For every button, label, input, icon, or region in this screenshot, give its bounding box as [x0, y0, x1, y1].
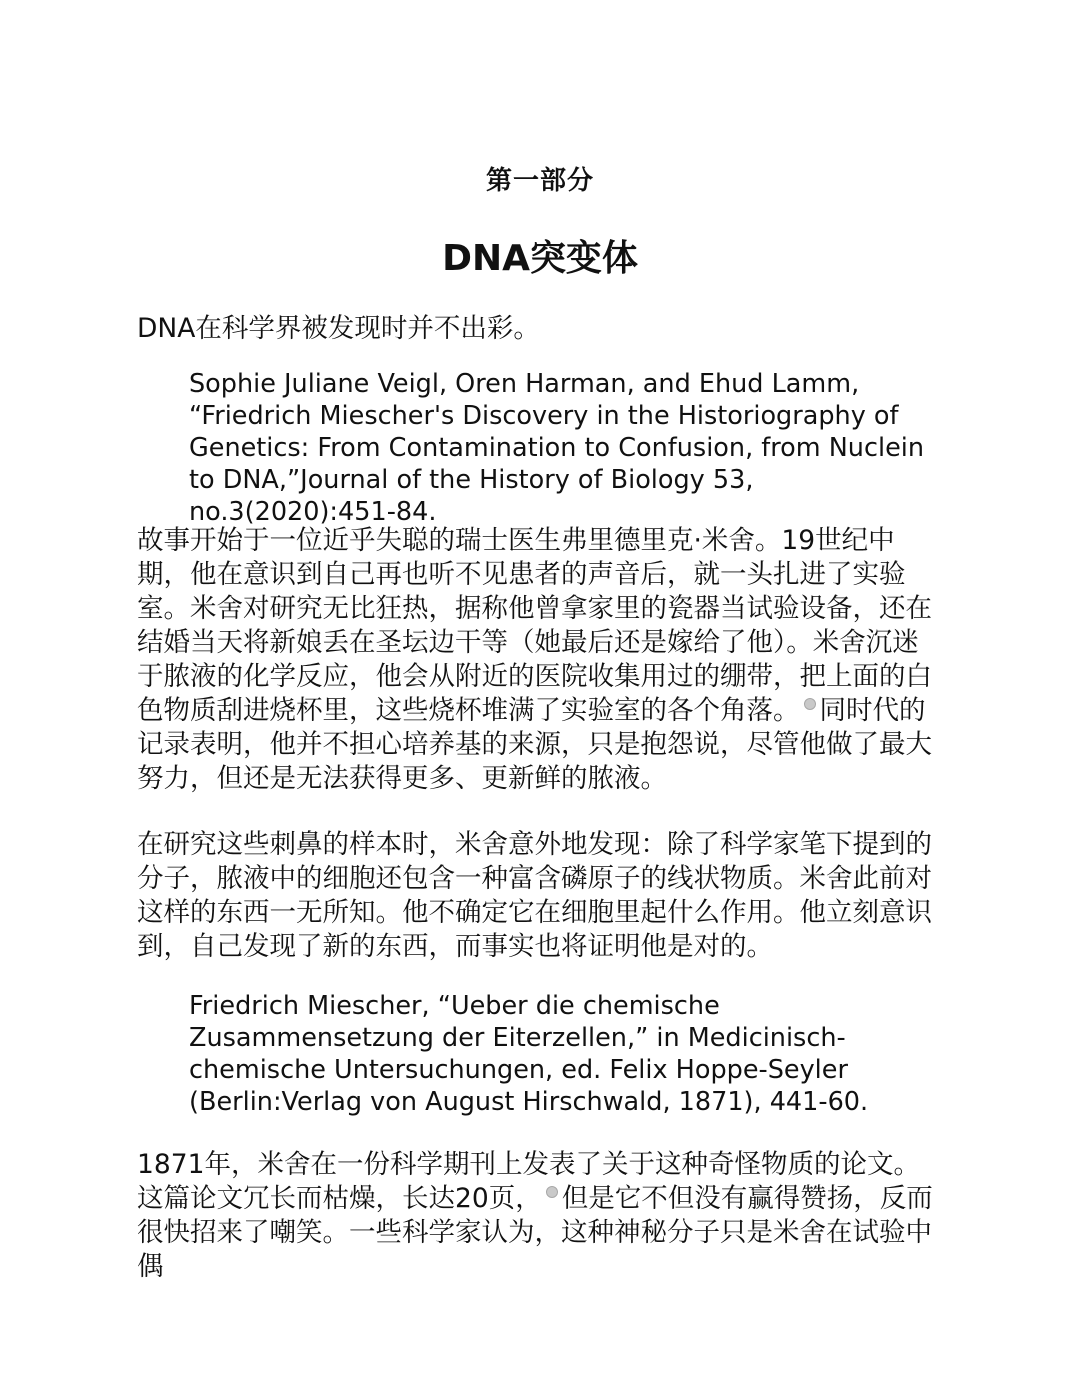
- footnote-marker-icon[interactable]: [804, 698, 816, 710]
- paragraph-miescher-story: [137, 524, 937, 796]
- paragraph-text: 但是它不但没有赢得赞扬，反而很快招来了嘲笑。一些科学家认为，这种神秘分子只是米舍在试验中偶: [137, 1183, 933, 1282]
- paragraph-discovery: 在研究这些刺鼻的样本时，米舍意外地发现：除了科学家笔下提到的分子，脓液中的细胞还包含一种富含磷原子的线状物质。米舍此前对这样的东西一无所知。他不确定它在细胞里起什么作用。他立刻意识到，自己发现了新的东西，而事实也将证明他是对的。: [137, 829, 932, 962]
- paragraph-text: 1871年，米舍在一份科学期刊上发表了关于这种奇怪物质的论文。这篇论文冗长而枯燥，长达20页，: [137, 1149, 920, 1214]
- reference-note-1: Sophie Juliane Veigl, Oren Harman, and Ehud Lamm, “Friedrich Miescher's Discovery in the Historiography of Genetics: From Contamination to Confusion, from Nuclein to DNA,”Journal of the History of Biology 53, no.3(2020):451-84.: [189, 369, 925, 527]
- part-label: 第一部分: [485, 166, 594, 196]
- paragraph-text: 同时代的记录表明，他并不担心培养基的来源，只是抱怨说，尽管他做了最大努力，但还是无法获得更多、更新鲜的脓液。: [137, 695, 932, 794]
- paragraph-publication: [137, 1148, 937, 1284]
- paragraph-text: 故事开始于一位近乎失聪的瑞士医生弗里德里克·米舍。19世纪中期，他在意识到自己再也听不见患者的声音后，就一头扎进了实验室。米舍对研究无比狂热，据称他曾拿家里的瓷器当试验设备，还在结婚当天将新娘丢在圣坛边干等（她最后还是嫁给了他）。米舍沉迷于脓液的化学反应，他会从附近的医院收集用过的绷带，把上面的白色物质刮进烧杯里，这些烧杯堆满了实验室的各个角落。: [137, 525, 932, 726]
- footnote-marker-icon[interactable]: [546, 1186, 558, 1198]
- reference-note-2: Friedrich Miescher, “Ueber die chemische Zusammensetzung der Eiterzellen,” in Medicinisch-chemische Untersuchungen, ed. Felix Hoppe-Seyler (Berlin:Verlag von August Hirschwald, 1871), 441-60.: [189, 991, 869, 1117]
- chapter-title: DNA突变体: [442, 238, 638, 279]
- intro-paragraph: DNA在科学界被发现时并不出彩。: [137, 313, 540, 344]
